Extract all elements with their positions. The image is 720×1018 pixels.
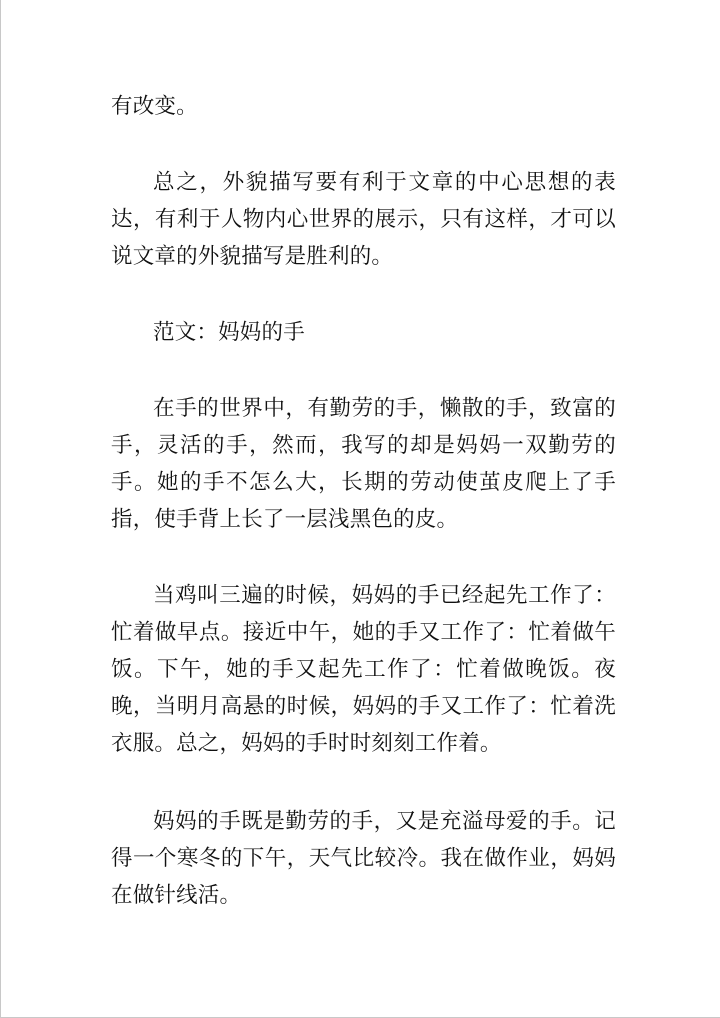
sample-essay-title: 范文：妈妈的手 <box>153 320 305 345</box>
paragraph-daily-work: 当鸡叫三遍的时候，妈妈的手已经起先工作了：忙着做早点。接近中午，她的手又工作了：忙着做午饭。下午，她的手又起先工作了：忙着做晚饭。夜晚，当明月高悬的时候，妈妈的手又工作了：忙着洗衣服。总之，妈妈的手时时刻刻工作着。 <box>111 583 616 756</box>
paragraph-hands-world: 在手的世界中，有勤劳的手，懒散的手，致富的手，灵活的手，然而，我写的却是妈妈一双勤劳的手。她的手不怎么大，长期的劳动使茧皮爬上了手指，使手背上长了一层浅黑色的皮。 <box>111 396 616 532</box>
paragraph-continuation: 有改变。 <box>111 94 198 119</box>
paragraph-mothers-love: 妈妈的手既是勤劳的手，又是充溢母爱的手。记得一个寒冬的下午，天气比较冷。我在做作业，妈妈在做针线活。 <box>111 809 616 908</box>
paragraph-summary: 总之，外貌描写要有利于文章的中心思想的表达，有利于人物内心世界的展示，只有这样，才可以说文章的外貌描写是胜利的。 <box>111 170 616 269</box>
